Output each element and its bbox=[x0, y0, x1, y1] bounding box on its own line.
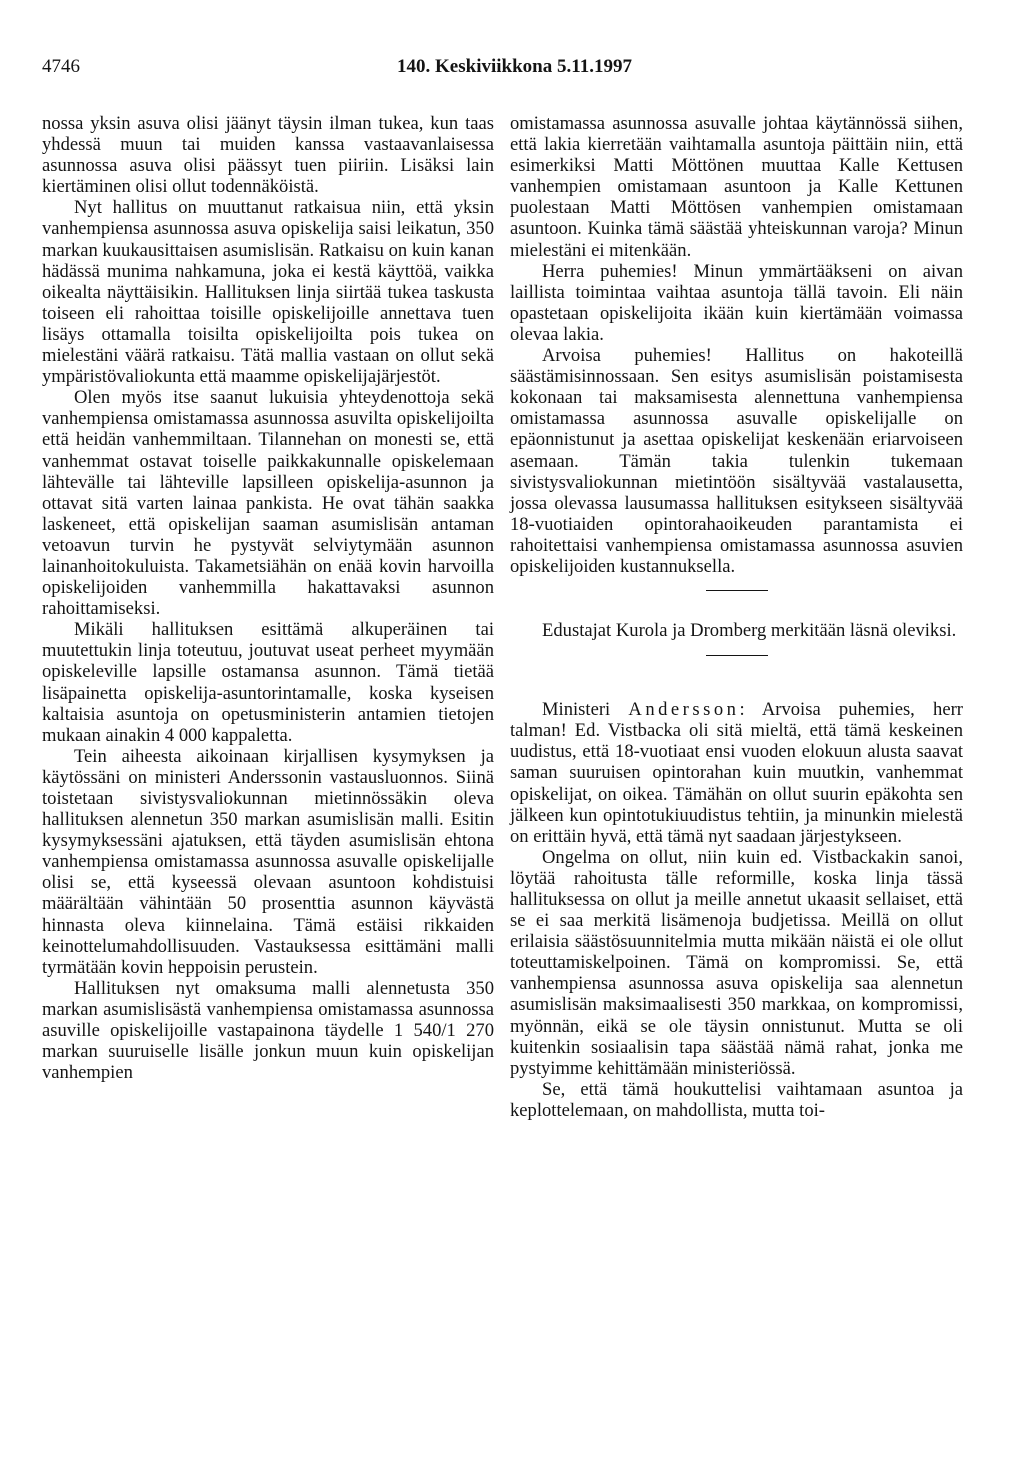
speech-paragraph bbox=[510, 699, 963, 847]
speaker-name: Andersson bbox=[628, 699, 740, 721]
paragraph: omistamassa asunnossa asuvalle johtaa käytännössä siihen, että lakia kierretään vaihtamalla asuntoja päittäin niin, että esimerkiksi Matti Möttönen muuttaa Kalle Kettusen vanhempien omistamaan asuntoon ja Kalle Kettunen puolestaan Matti Möttösen vanhempien omistamaan asuntoon. Kuinka tämä säästää yhteiskunnan varoja? Minun mielestäni ei mitenkään. bbox=[510, 113, 963, 261]
speech-text: : Arvoisa puhemies, herr talman! Ed. Vistbacka oli sitä mieltä, että tämä keskeinen uudistus, että 18-vuotiaat ensi vuoden elokuun alusta saavat saman suuruisen opintorahan kuin muutkin, vanhemmat opiskelijat, on oikea. Tämähän on ollut suurin epäkohta sen jälkeen kun opintotukiuudistus tehtiin, ja minunkin mielestä on erittäin hyvä, että tämä nyt saadaan järjestykseen. bbox=[510, 699, 963, 847]
paragraph: Herra puhemies! Minun ymmärtääkseni on aivan laillista toimintaa vaihtaa asuntoja tällä tavoin. Eli näin opastetaan opiskelijoita ikään kuin kiertämään voimassa olevaa lakia. bbox=[510, 260, 963, 345]
section-divider bbox=[706, 590, 768, 591]
right-column bbox=[510, 113, 963, 1121]
page-number: 4746 bbox=[42, 56, 80, 77]
attendance-notice: Edustajat Kurola ja Dromberg merkitään läsnä oleviksi. bbox=[542, 620, 957, 642]
section-divider bbox=[706, 655, 768, 656]
session-title: 140. Keskiviikkona 5.11.1997 bbox=[397, 56, 632, 77]
paragraph: Ongelma on ollut, niin kuin ed. Vistbackakin sanoi, löytää rahoitusta tälle reformille, koska linja tässä hallituksessa on ollut ja meille annetut ukaasit sellaiset, että se ei saa merkitä lisämenoja budjetissa. Meillä on ollut erilaisia säästösuunnitelmia mutta mikään näistä ei ole ollut toteuttamiskelpoinen. Tämä on kompromissi. Se, että vanhempiensa asunnossa asuva opiskelija saa alennetun asumislisän maksimaalisesti 350 markkaa, on kompromissi, myönnän, eikä se ole täysin onnistunut. Mutta se oli kuitenkin sosiaalisin tapa säästää nämä rahat, jonka me pystyimme kehittämään ministeriössä. bbox=[510, 846, 963, 1079]
left-column bbox=[42, 113, 494, 1083]
paragraph: Hallituksen nyt omaksuma malli alennetusta 350 markan asumislisästä vanhempiensa omistamassa asunnossa asuville opiskelijoille vastapainona täydelle 1 540/1 270 markan suuruiselle lisälle jonkun muun kuin opiskelijan vanhempien bbox=[42, 977, 494, 1084]
paragraph: Se, että tämä houkuttelisi vaihtamaan asuntoa ja keplottelemaan, on mahdollista, mutta toi- bbox=[510, 1078, 963, 1121]
paragraph: Tein aiheesta aikoinaan kirjallisen kysymyksen ja käytössäni on ministeri Anderssonin vastausluonnos. Siinä toistetaan sivistysvaliokunnan mietinnössäkin oleva hallituksen alennetun 350 markan asumislisän malli. Esitin kysymyksessäni ajatuksen, että täyden asumislisän ehtona vanhempiensa omistamassa asunnossa asuvalle opiskelijalle olisi se, että kyseessä olevaan asuntoon kohdistuisi määrältään vähintään 50 prosenttia asunnon käyvästä hinnasta oleva kiinnelaina. Tämä estäisi rikkaiden keinottelumahdollisuuden. Vastauksessa esittämäni malli tyrmätään kovin heppoisin perustein. bbox=[42, 745, 494, 978]
paragraph: nossa yksin asuva olisi jäänyt täysin ilman tukea, kun taas yhdessä muun tai muiden kanssa vastaavanlaisessa asunnossa asuva olisi päässyt tuen piiriin. Lisäksi lain kiertäminen olisi ollut todennäköistä. bbox=[42, 113, 494, 198]
speaker-title: Ministeri bbox=[542, 699, 629, 721]
paragraph: Mikäli hallituksen esittämä alkuperäinen tai muutettukin linja toteutuu, joutuvat useat perheet myymään opiskeleville lapsille ostamansa asunnon. Tämä tietää lisäpainetta opiskelija-asuntorintamalle, koska kyseisen kaltaisia asuntoja on opetusministerin antamien tietojen mukaan ainakin 4 000 kappaletta. bbox=[42, 619, 494, 746]
paragraph: Nyt hallitus on muuttanut ratkaisua niin, että yksin vanhempiensa asunnossa asuva opiskelija saisi leikatun, 350 markan kuukausittaisen asumislisän. Ratkaisu on kuin kanan hädässä munima nahkamuna, joka ei kestä käyttöä, vaikka oikealta näyttäisikin. Hallituksen linja siirtää tukea taskusta toiseen eli rahoittaa toisille opiskelijoille annettava tuen lisäys ottamalla toisilta opiskelijoilta pois tukea on mielestäni väärä ratkaisu. Tätä mallia vastaan on ollut sekä ympäristövaliokunta että maamme opiskelijajärjestöt. bbox=[42, 197, 494, 388]
page-header bbox=[42, 56, 987, 86]
paragraph: Arvoisa puhemies! Hallitus on hakoteillä säästämisinnossaan. Sen esitys asumislisän poistamisesta kokonaan tai maksamisesta alennettuna vanhempiensa omistamassa asunnossa asuvalle opiskelijalle on epäonnistunut ja asettaa opiskelijat keskenään eriarvoiseen asemaan. Tämän takia tulenkin tukemaan sivistysvaliokunnan mietintöön sisältyvää vastalausetta, jossa olevassa lausumassa hallituksen esitykseen sisältyvää 18-vuotiaiden opintorahaoikeuden parantamista ei rahoitettaisi vanhempiensa omistamassa asunnossa asuvien opiskelijoiden kustannuksella. bbox=[510, 345, 963, 577]
paragraph: Olen myös itse saanut lukuisia yhteydenottoja sekä vanhempiensa omistamassa asunnossa asuvilta opiskelijoilta että heidän vanhemmiltaan. Tilannehan on monesti se, että vanhemmat ostavat toiselle paikkakunnalle opiskelemaan lähtevälle tai lähteville lapsilleen opiskelija-asunnon ja ottavat sitä varten lainaa pankista. He ovat tähän saakka laskeneet, että opiskelijan saaman asumislisän antaman vetoavun turvin he pystyvät selviytymään asunnon lainanhoitokuluista. Takametsiähän on enää kovin harvoilla opiskelijoiden vanhemmilla hakattavaksi asunnon rahoittamiseksi. bbox=[42, 387, 494, 620]
